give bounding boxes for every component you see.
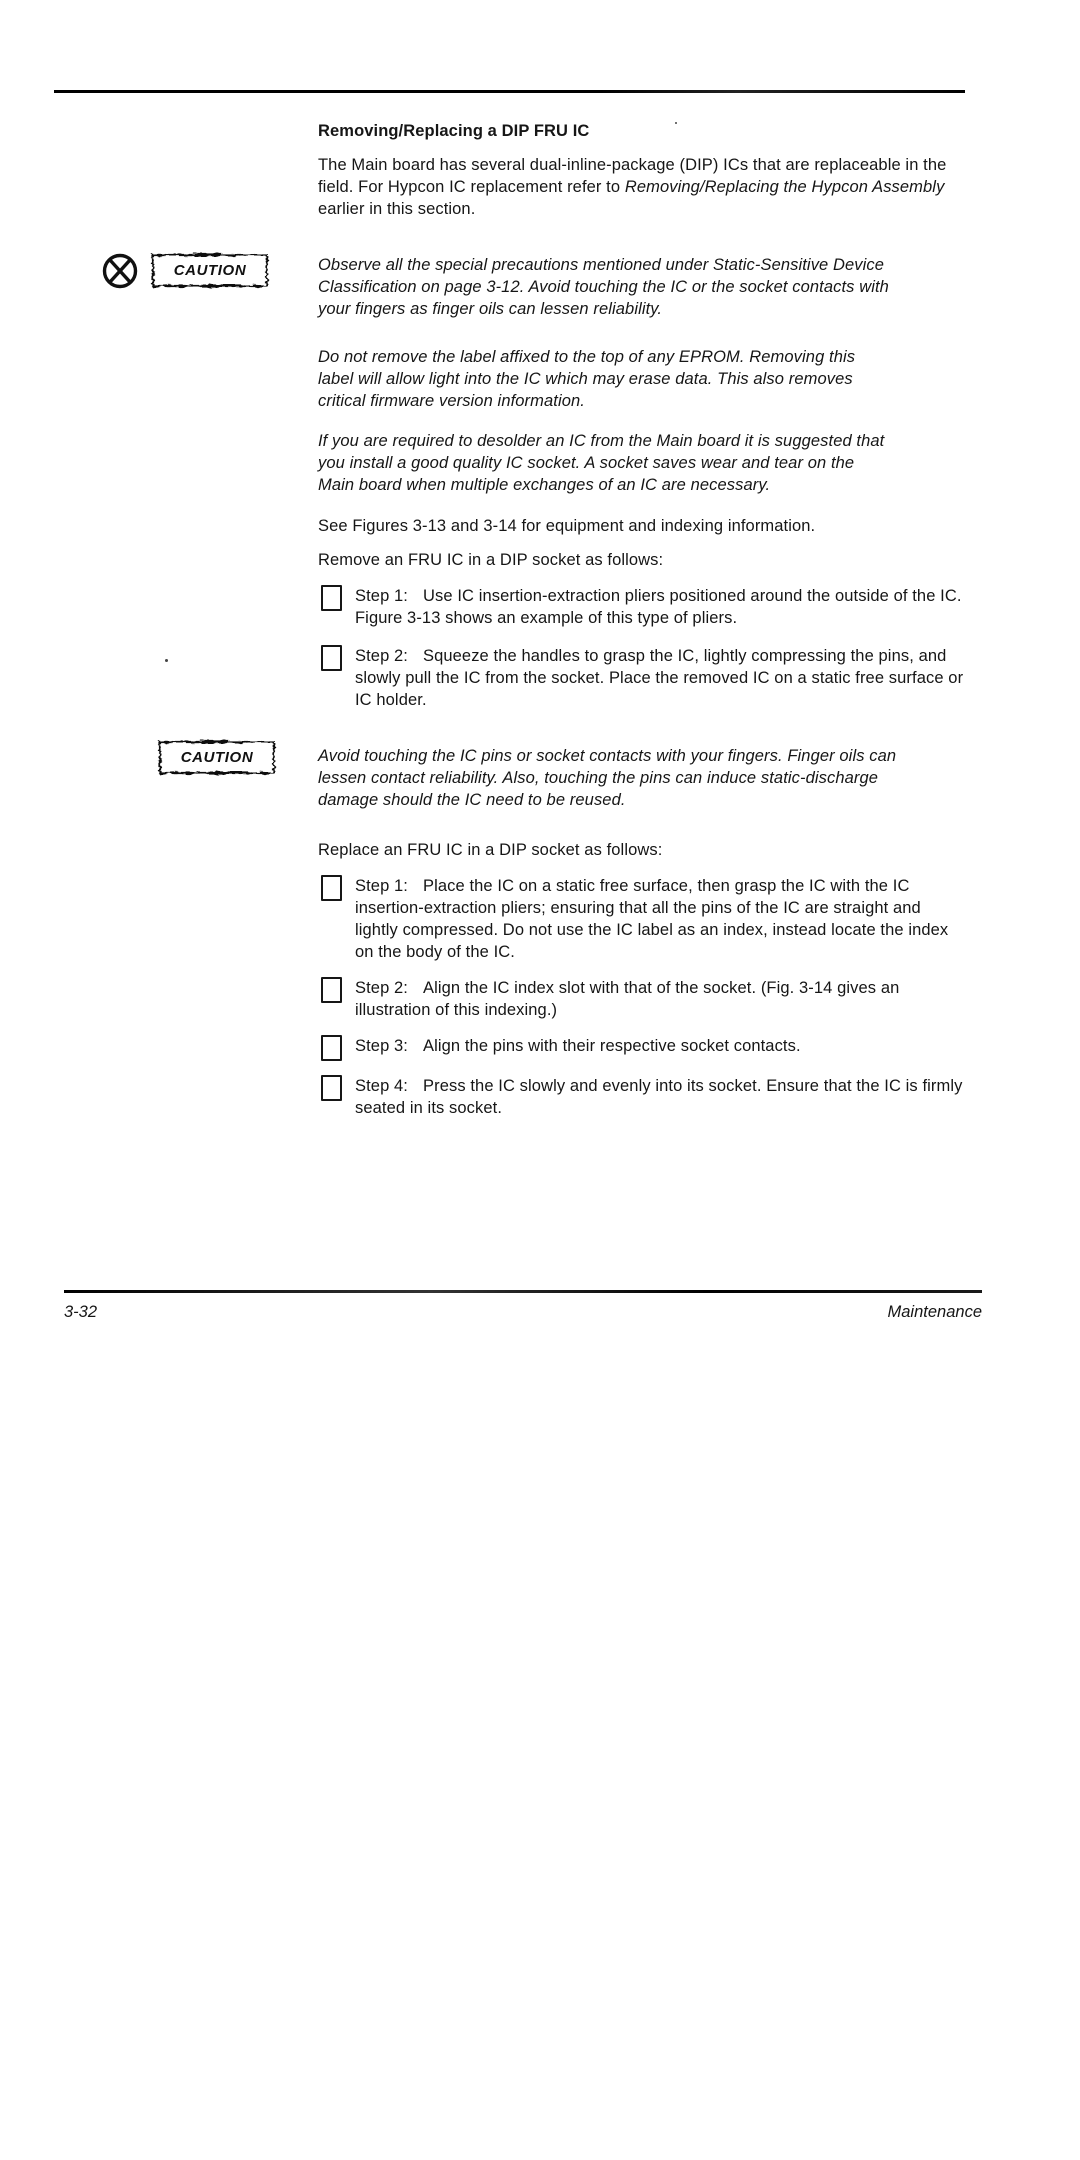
step-description: Squeeze the handles to grasp the IC, lightly compressing the pins, and slowly pull the IC from the socket. Place the removed IC on a static free surface or IC holder. [355,647,964,709]
page-footer [64,1303,982,1322]
step-label: Step 2: [355,979,408,997]
replace-step-4 [318,1075,968,1119]
figures-reference-paragraph: See Figures 3-13 and 3-14 for equipment and indexing information. [318,517,816,535]
step-description: Align the IC index slot with that of the socket. (Fig. 3-14 gives an illustration of this indexing.) [355,979,900,1019]
caution-1-text: Observe all the special precautions mentioned under Static-Sensitive Device Classification on page 3-12. Avoid touching the IC or the socket contacts with your fingers as finger oils can lessen reliability. [318,256,889,318]
static-sensitive-icon [101,252,139,290]
header-rule [54,90,965,93]
replace-procedure-intro: Replace an FRU IC in a DIP socket as follows: [318,841,663,859]
caution-label: CAUTION [180,749,254,766]
section-heading: Removing/Replacing a DIP FRU IC [318,122,590,140]
cross-reference: Removing/Replacing the Hypcon Assembly [624,178,945,196]
step-label: Step 1: [355,587,408,605]
step-label: Step 1: [355,877,408,895]
step-label: Step 3: [355,1037,408,1055]
caution-stamp-1 [149,250,271,291]
eprom-warning-paragraph: Do not remove the label affixed to the top of any EPROM. Removing this label will allow light into the IC which may erase data. This also removes critical firmware version information. [318,348,856,410]
page-body [318,120,968,1119]
step-checkbox [321,645,342,671]
intro-paragraph [318,154,968,220]
caution-label: CAUTION [173,262,247,279]
step-text [355,875,968,963]
remove-procedure-intro: Remove an FRU IC in a DIP socket as follows: [318,551,664,569]
step-text [355,585,968,629]
footer-page-number: 3-32 [64,1303,98,1321]
step-checkbox [321,585,342,611]
step-label: Step 2: [355,647,408,665]
intro-text-1: The Main board has several dual-inline-package (DIP) ICs that are replaceable in the field. For Hypcon IC replacement refer to [318,156,947,196]
intro-text-2: earlier in this section. [318,200,476,218]
remove-step-1 [318,585,968,629]
step-description: Press the IC slowly and evenly into its socket. Ensure that the IC is firmly seated in its socket. [355,1077,963,1117]
step-checkbox [321,1035,342,1061]
replace-step-2 [318,977,968,1021]
step-text [355,977,968,1021]
desolder-advice-paragraph: If you are required to desolder an IC from the Main board it is suggested that you install a good quality IC socket. A socket saves wear and tear on the Main board when multiple exchanges of an IC are necessary. [318,432,885,494]
step-text [355,1075,968,1119]
replace-step-3 [318,1035,968,1061]
step-text [355,1035,968,1057]
footer-section-label: Maintenance [887,1303,982,1321]
caution-stamp-2 [156,737,278,778]
scan-speck [165,659,168,662]
caution-2-text: Avoid touching the IC pins or socket contacts with your fingers. Finger oils can lessen contact reliability. Also, touching the pins can induce static-discharge damage should the IC need to be reused. [318,747,897,809]
step-label: Step 4: [355,1077,408,1095]
step-text [355,645,968,711]
footer-rule [64,1290,982,1293]
scan-speck [675,122,677,124]
replace-step-1 [318,875,968,963]
step-description: Place the IC on a static free surface, then grasp the IC with the IC insertion-extraction pliers; ensuring that all the pins of the IC are straight and lightly compressed. Do not use the IC label as an index, instead locate the index on the body of the IC. [355,877,949,961]
step-checkbox [321,1075,342,1101]
step-description: Align the pins with their respective socket contacts. [423,1037,801,1055]
step-checkbox [321,875,342,901]
step-description: Use IC insertion-extraction pliers positioned around the outside of the IC. Figure 3-13 shows an example of this type of pliers. [355,587,962,627]
remove-step-2 [318,645,968,711]
step-checkbox [321,977,342,1003]
